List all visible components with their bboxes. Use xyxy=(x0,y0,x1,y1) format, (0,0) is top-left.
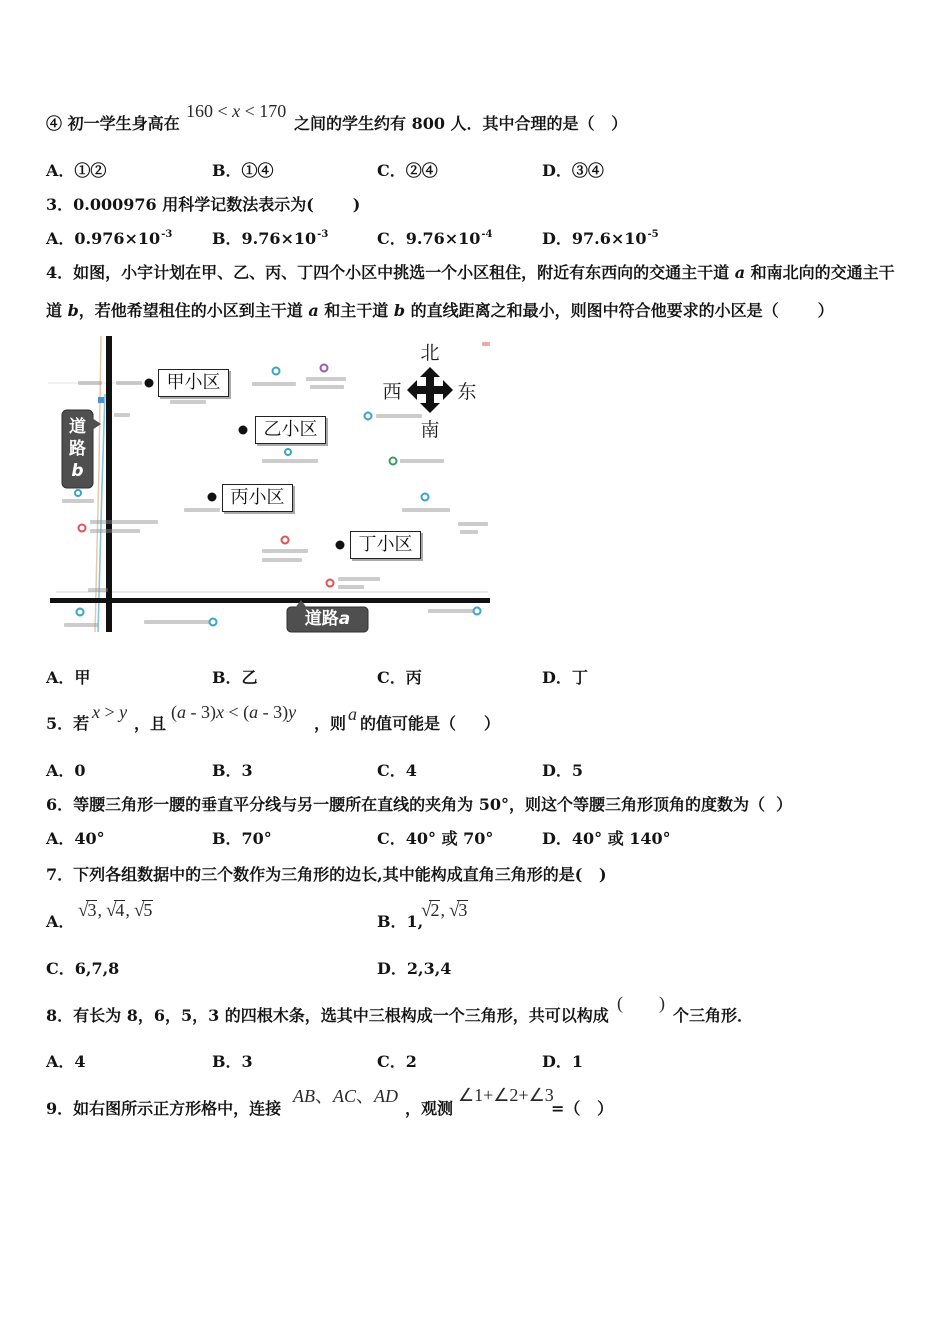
poi-marker xyxy=(77,609,84,616)
q2-item4-prefix: ④ 初一学生身高在 xyxy=(46,114,180,133)
q4-option-a: A．甲 xyxy=(46,668,91,687)
math-variable: x xyxy=(232,101,241,121)
map-poi-label xyxy=(78,381,102,385)
radicand: 2 xyxy=(430,900,440,920)
community-dot-ding xyxy=(336,541,345,550)
community-label-jia: 甲小区 xyxy=(158,369,229,397)
poi-marker xyxy=(422,494,429,501)
poi-marker xyxy=(75,490,81,496)
map-poi-label xyxy=(338,577,380,581)
q6-option-c: C．40° 或 70° xyxy=(377,829,494,848)
stem-text: 4．如图，小宇计划在甲、乙、丙、丁四个小区中挑选一个小区租住，附近有东西向的交通主干道 xyxy=(46,263,735,282)
option-exponent: -3 xyxy=(317,229,329,240)
q7-option-c: C．6,7,8 xyxy=(46,959,120,978)
stem-text: 道 xyxy=(46,301,68,320)
option-base: D．97.6×10 xyxy=(542,229,647,248)
q3-option-a xyxy=(46,229,172,252)
sqrt-symbol: √ xyxy=(78,900,89,921)
map-poi-label xyxy=(482,342,490,346)
map-poi-label xyxy=(144,620,210,624)
q2-option-a: A．①② xyxy=(46,161,107,180)
q4-map-figure xyxy=(48,336,492,636)
compass-arrow-icon xyxy=(407,367,453,413)
q7-option-b-math xyxy=(421,899,468,922)
map-poi-label xyxy=(262,558,302,562)
map-poi-label xyxy=(252,382,296,386)
q6-option-b: B．70° xyxy=(212,829,272,848)
poi-marker xyxy=(474,608,481,615)
road-b-label-char: 道 xyxy=(69,417,86,437)
q5-suffix: 的值可能是（ ） xyxy=(360,714,500,733)
poi-marker-square xyxy=(98,397,104,403)
q2-item4-suffix: 之间的学生约有 800 人．其中合理的是（ ） xyxy=(294,114,628,133)
sqrt-symbol: √ xyxy=(133,900,145,921)
q2-option-c: C．②④ xyxy=(377,161,438,180)
poi-marker xyxy=(210,619,217,626)
map-poi-label xyxy=(88,588,108,592)
q4-option-d: D．丁 xyxy=(542,668,588,687)
q5-math-inequality-1 xyxy=(92,701,127,723)
q4-stem-line2 xyxy=(46,301,834,321)
map-poi-label xyxy=(116,381,142,385)
math-segment: AC xyxy=(333,1086,357,1106)
option-exponent: -5 xyxy=(647,229,659,240)
comma: , xyxy=(440,900,445,920)
q3-stem: 3．0.000976 用科学记数法表示为( ) xyxy=(46,195,361,214)
q7-option-a-label: A． xyxy=(46,912,75,931)
map-poi-label xyxy=(90,529,140,533)
math-variable: x xyxy=(216,702,224,722)
math-part: < 170 xyxy=(240,101,287,121)
math-variable: a xyxy=(348,704,357,724)
math-separator: 、 xyxy=(356,1086,375,1106)
math-part: < ( xyxy=(224,702,250,722)
math-variable: y xyxy=(119,702,128,722)
q7-option-d: D．2,3,4 xyxy=(377,959,452,978)
math-part: ( xyxy=(171,702,177,722)
stem-text: 和南北向的交通主干 xyxy=(745,263,895,282)
map-poi-label xyxy=(460,530,478,534)
q9-segments-math xyxy=(293,1085,398,1107)
q5-option-a: A．0 xyxy=(46,761,86,780)
math-part: - 3) xyxy=(186,702,216,722)
q2-option-d: D．③④ xyxy=(542,161,604,180)
radicand: 3 xyxy=(458,900,468,920)
map-poi-label xyxy=(338,585,364,589)
map-poi-label xyxy=(262,549,308,553)
map-poi-label xyxy=(90,520,158,524)
q7-option-b-label: B．1, xyxy=(377,912,424,931)
q6-option-a: A．40° xyxy=(46,829,105,848)
q9-stem: 9．如右图所示正方形格中，连接 xyxy=(46,1099,282,1118)
map-poi-label xyxy=(262,459,318,463)
math-variable: y xyxy=(288,702,297,722)
map-poi-label xyxy=(402,508,450,512)
compass-west: 西 xyxy=(382,381,402,403)
q8-option-c: C．2 xyxy=(377,1052,417,1071)
radicand: 4 xyxy=(115,900,125,920)
stem-text: 和主干道 xyxy=(318,301,394,320)
poi-marker xyxy=(365,413,372,420)
q7-option-a-math xyxy=(78,899,153,922)
q3-option-d xyxy=(542,229,659,252)
road-b-label-char: b xyxy=(71,461,84,481)
option-exponent: -4 xyxy=(481,229,493,240)
q8-option-a: A．4 xyxy=(46,1052,86,1071)
community-dot-bing xyxy=(208,493,217,502)
map-poi-label xyxy=(184,508,220,512)
q6-stem: 6．等腰三角形一腰的垂直平分线与另一腰所在直线的夹角为 50°，则这个等腰三角形顶角的度数为（ ） xyxy=(46,795,793,814)
q8-suffix: 个三角形． xyxy=(673,1006,754,1025)
math-variable: a xyxy=(249,702,259,722)
option-base: A．0.976×10 xyxy=(46,229,161,248)
math-part: 160 < xyxy=(186,101,233,121)
math-separator: 、 xyxy=(315,1086,333,1106)
stem-variable: a xyxy=(308,301,319,320)
q9-mid: ，观测 xyxy=(405,1099,454,1118)
poi-marker xyxy=(273,368,280,375)
poi-marker xyxy=(327,580,334,587)
q8-stem: 8．有长为 8，6，5，3 的四根木条，选其中三根构成一个三角形，共可以构成 xyxy=(46,1006,609,1025)
stem-variable: b xyxy=(393,301,406,320)
community-label-ding: 丁小区 xyxy=(350,531,421,559)
q8-option-b: B．3 xyxy=(212,1052,253,1071)
map-poi-label xyxy=(376,414,422,418)
q5-math-variable-a xyxy=(348,703,357,725)
q5-option-b: B．3 xyxy=(212,761,253,780)
road-a-label-variable: a xyxy=(338,609,351,629)
math-segment: AB xyxy=(293,1086,315,1106)
q7-stem: 7．下列各组数据中的三个数作为三角形的边长,其中能构成直角三角形的是( ) xyxy=(46,865,607,884)
q5-option-c: C．4 xyxy=(377,761,417,780)
math-segment: AD xyxy=(374,1086,399,1106)
q4-option-b: B．乙 xyxy=(212,668,258,687)
q5-mid-2: ，则 xyxy=(314,714,347,733)
stem-text: ，若他希望租住的小区到主干道 xyxy=(78,301,309,320)
square-root xyxy=(449,899,468,922)
option-exponent: -3 xyxy=(161,229,173,240)
math-variable: x xyxy=(92,702,100,722)
stem-text: 的直线距离之和最小，则图中符合他要求的小区是（ ） xyxy=(405,301,834,320)
option-base: B．9.76×10 xyxy=(212,229,317,248)
q8-option-d: D．1 xyxy=(542,1052,584,1071)
map-poi-label xyxy=(306,377,346,381)
compass-south: 南 xyxy=(420,419,440,441)
q5-option-d: D．5 xyxy=(542,761,584,780)
comma: , xyxy=(125,900,130,920)
q4-option-c: C．丙 xyxy=(377,668,422,687)
stem-variable: a xyxy=(734,263,746,282)
square-root xyxy=(134,899,153,922)
radicand: 5 xyxy=(143,900,153,920)
poi-marker xyxy=(282,537,289,544)
road-b-label xyxy=(62,416,93,482)
map-poi-label xyxy=(458,522,488,526)
road-a-label xyxy=(287,607,368,632)
poi-marker xyxy=(79,525,86,532)
q5-mid-1: ，且 xyxy=(134,714,167,733)
q5-math-inequality-2 xyxy=(171,701,296,723)
math-part: > xyxy=(100,702,120,722)
stem-variable: b xyxy=(67,301,79,320)
poi-marker xyxy=(390,458,397,465)
compass-east: 东 xyxy=(457,381,477,403)
community-dot-yi xyxy=(239,426,248,435)
road-a-label-text: 道路 xyxy=(304,609,339,629)
poi-marker xyxy=(321,365,328,372)
q5-prefix: 5．若 xyxy=(46,714,90,733)
math-part: - 3) xyxy=(258,702,289,722)
poi-marker xyxy=(285,449,291,455)
road-b-label-char: 路 xyxy=(69,439,86,459)
comma: , xyxy=(97,900,102,920)
map-poi-label xyxy=(114,413,130,417)
map-poi-label xyxy=(400,459,444,463)
square-root xyxy=(78,899,97,922)
q3-option-c xyxy=(377,229,493,252)
square-root xyxy=(421,899,440,922)
q6-option-d: D．40° 或 140° xyxy=(542,829,671,848)
map-poi-label xyxy=(62,499,94,503)
map-poi-label xyxy=(310,385,344,389)
q4-stem-line1 xyxy=(46,263,895,283)
community-dot-jia xyxy=(145,379,154,388)
community-label-yi: 乙小区 xyxy=(255,416,326,444)
q8-answer-blank: ( ) xyxy=(617,993,665,1013)
q9-angles-math: ∠1+∠2+∠3 xyxy=(458,1085,554,1105)
sqrt-symbol: √ xyxy=(421,900,432,921)
q2-height-range-math xyxy=(186,100,286,122)
compass-north: 北 xyxy=(420,342,440,364)
q9-suffix: =（ ） xyxy=(551,1099,614,1118)
map-poi-label xyxy=(428,609,474,613)
community-label-bing: 丙小区 xyxy=(222,484,293,512)
map-poi-label xyxy=(170,400,206,404)
option-base: C．9.76×10 xyxy=(377,229,481,248)
sqrt-symbol: √ xyxy=(448,900,460,921)
square-root xyxy=(106,899,125,922)
map-poi-label xyxy=(64,623,98,627)
q3-option-b xyxy=(212,229,328,252)
radicand: 3 xyxy=(87,900,97,920)
road-a xyxy=(50,598,490,603)
q2-option-b: B．①④ xyxy=(212,161,274,180)
sqrt-symbol: √ xyxy=(105,900,117,921)
math-variable: a xyxy=(177,702,186,722)
